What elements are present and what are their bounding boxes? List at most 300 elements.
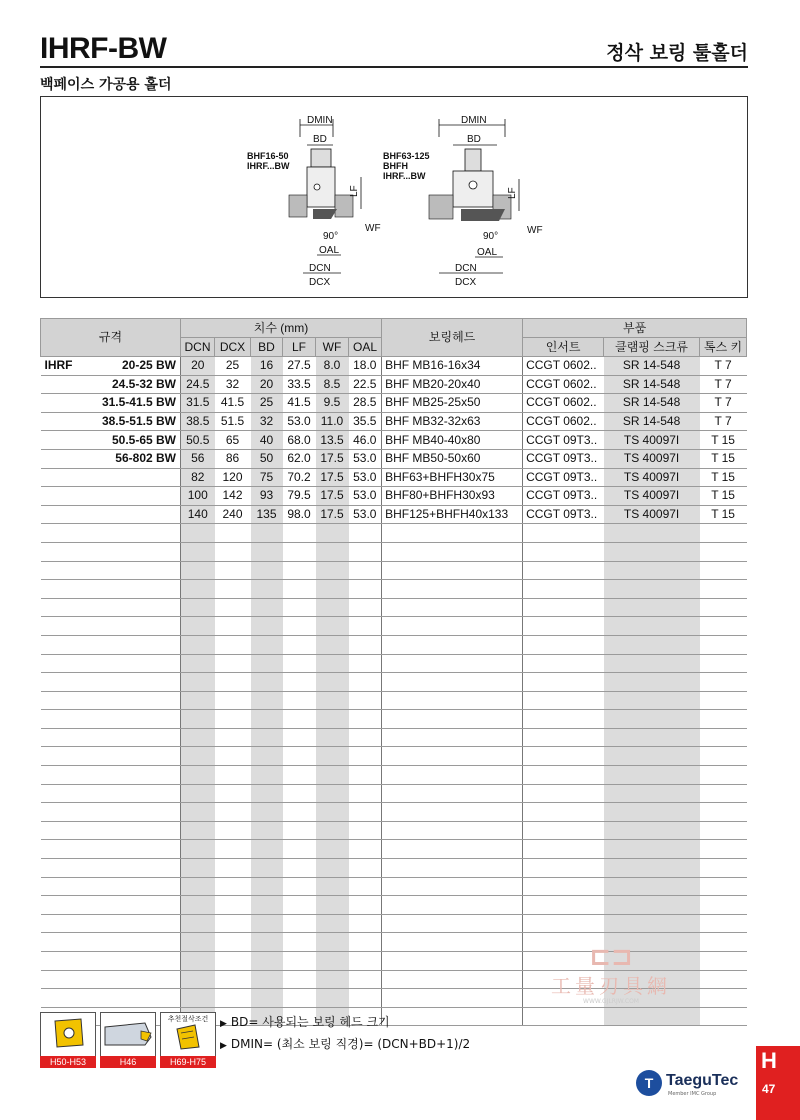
- cell-bd: 32: [251, 412, 283, 431]
- dim-lf-right: LF: [507, 187, 518, 199]
- empty-cell: [604, 728, 700, 747]
- empty-cell: [349, 877, 382, 896]
- cell-wf: 17.5: [316, 487, 349, 506]
- cell-dcn: 82: [181, 468, 215, 487]
- empty-cell: [251, 617, 283, 636]
- empty-cell: [349, 952, 382, 971]
- empty-cell: [604, 784, 700, 803]
- empty-cell: [382, 524, 523, 543]
- empty-cell: [349, 673, 382, 692]
- watermark-url: WWW.GJLRJW.COM: [583, 998, 639, 1005]
- empty-cell: [700, 952, 747, 971]
- empty-cell: [251, 952, 283, 971]
- empty-cell: [700, 1007, 747, 1026]
- empty-cell: [181, 989, 215, 1008]
- empty-cell: [604, 542, 700, 561]
- title-divider: [40, 66, 748, 68]
- dim-bd-right: BD: [467, 134, 481, 145]
- spec-table-body: [41, 357, 747, 1026]
- dim-dcx-right: DCX: [455, 277, 477, 288]
- empty-cell: [251, 914, 283, 933]
- cell-oal: 18.0: [349, 357, 382, 376]
- empty-cell: [316, 989, 349, 1008]
- empty-cell: [382, 933, 523, 952]
- empty-cell: [251, 840, 283, 859]
- empty-cell: [215, 896, 251, 915]
- empty-cell: [283, 896, 316, 915]
- empty-cell: [316, 766, 349, 785]
- cell-bd: 25: [251, 394, 283, 413]
- empty-cell: [604, 821, 700, 840]
- empty-cell: [523, 654, 604, 673]
- cell-wf: 17.5: [316, 468, 349, 487]
- empty-cell: [523, 859, 604, 878]
- page-tab: [756, 1046, 800, 1120]
- empty-cell: [604, 598, 700, 617]
- empty-row: [41, 598, 747, 617]
- empty-cell: [523, 542, 604, 561]
- cell-oal: 22.5: [349, 375, 382, 394]
- cell-head: BHF MB32-32x63: [382, 412, 523, 431]
- empty-cell: [349, 896, 382, 915]
- empty-cell: [181, 524, 215, 543]
- empty-cell: [604, 896, 700, 915]
- empty-cell: [349, 598, 382, 617]
- empty-cell: [215, 635, 251, 654]
- cell-screw: SR 14-548: [604, 412, 700, 431]
- empty-cell: [251, 673, 283, 692]
- empty-cell: [700, 524, 747, 543]
- cell-oal: 53.0: [349, 505, 382, 524]
- empty-cell: [700, 580, 747, 599]
- spec-cell: [41, 468, 181, 487]
- cell-dcx: 120: [215, 468, 251, 487]
- spec-value: 50.5-65 BW: [111, 432, 176, 447]
- dim-bd-left: BD: [313, 134, 327, 145]
- empty-cell: [382, 821, 523, 840]
- empty-cell: [604, 877, 700, 896]
- note-dmin: [220, 1034, 470, 1056]
- cell-insert: CCGT 09T3..: [523, 505, 604, 524]
- empty-cell: [283, 524, 316, 543]
- label-right-0: BHF63-125: [383, 151, 430, 161]
- empty-row: [41, 673, 747, 692]
- header-spec: 규격: [41, 319, 181, 357]
- empty-row: [41, 728, 747, 747]
- empty-cell: [215, 933, 251, 952]
- empty-cell: [181, 710, 215, 729]
- empty-cell: [382, 840, 523, 859]
- empty-cell: [700, 896, 747, 915]
- empty-cell: [181, 598, 215, 617]
- empty-cell: [349, 766, 382, 785]
- empty-cell: [523, 524, 604, 543]
- empty-cell: [251, 766, 283, 785]
- empty-cell: [316, 933, 349, 952]
- empty-cell: [523, 840, 604, 859]
- empty-row: [41, 840, 747, 859]
- empty-cell: [523, 728, 604, 747]
- empty-cell: [604, 1007, 700, 1026]
- empty-cell: [251, 524, 283, 543]
- cell-head: BHF MB50-50x60: [382, 449, 523, 468]
- spec-cell: [41, 412, 181, 431]
- empty-cell: [181, 635, 215, 654]
- cell-screw: TS 40097I: [604, 449, 700, 468]
- empty-cell: [251, 747, 283, 766]
- empty-cell: [181, 896, 215, 915]
- empty-cell: [181, 654, 215, 673]
- empty-cell: [316, 617, 349, 636]
- cell-head: BHF MB16-16x34: [382, 357, 523, 376]
- cell-bd: 50: [251, 449, 283, 468]
- empty-cell: [215, 654, 251, 673]
- empty-cell: [181, 970, 215, 989]
- empty-cell: [382, 710, 523, 729]
- empty-cell: [283, 561, 316, 580]
- empty-cell: [604, 617, 700, 636]
- empty-cell: [215, 617, 251, 636]
- empty-cell: [349, 933, 382, 952]
- empty-cell: [382, 766, 523, 785]
- cell-lf: 53.0: [283, 412, 316, 431]
- empty-cell: [349, 989, 382, 1008]
- cell-key: T 7: [700, 375, 747, 394]
- empty-cell: [523, 635, 604, 654]
- empty-cell: [215, 840, 251, 859]
- empty-cell: [215, 970, 251, 989]
- empty-cell: [316, 859, 349, 878]
- empty-cell: [181, 877, 215, 896]
- empty-cell: [251, 654, 283, 673]
- spec-cell: [41, 449, 181, 468]
- empty-cell: [283, 877, 316, 896]
- empty-cell: [523, 673, 604, 692]
- empty-cell: [215, 989, 251, 1008]
- cell-screw: TS 40097I: [604, 487, 700, 506]
- empty-cell: [181, 766, 215, 785]
- spec-cell: [41, 933, 181, 952]
- empty-cell: [251, 691, 283, 710]
- cell-wf: 8.0: [316, 357, 349, 376]
- empty-cell: [604, 580, 700, 599]
- spec-cell: [41, 766, 181, 785]
- empty-cell: [181, 580, 215, 599]
- holder-icon-caption: H46: [100, 1056, 156, 1068]
- empty-cell: [316, 710, 349, 729]
- header-parts: 부품: [523, 319, 747, 338]
- empty-cell: [316, 542, 349, 561]
- empty-cell: [700, 617, 747, 636]
- empty-cell: [349, 561, 382, 580]
- empty-cell: [283, 673, 316, 692]
- cell-bd: 135: [251, 505, 283, 524]
- empty-cell: [382, 747, 523, 766]
- empty-cell: [283, 598, 316, 617]
- spec-cell: [41, 952, 181, 971]
- empty-cell: [382, 673, 523, 692]
- empty-cell: [251, 859, 283, 878]
- spec-cell: [41, 896, 181, 915]
- empty-cell: [215, 766, 251, 785]
- cell-head: BHF MB25-25x50: [382, 394, 523, 413]
- header-oal: OAL: [349, 338, 382, 357]
- empty-cell: [604, 914, 700, 933]
- empty-cell: [215, 580, 251, 599]
- empty-cell: [604, 654, 700, 673]
- table-row: [41, 394, 747, 413]
- empty-cell: [604, 691, 700, 710]
- cell-oal: 53.0: [349, 468, 382, 487]
- cell-dcn: 140: [181, 505, 215, 524]
- cell-lf: 98.0: [283, 505, 316, 524]
- table-row: [41, 487, 747, 506]
- empty-row: [41, 803, 747, 822]
- empty-cell: [604, 859, 700, 878]
- cell-lf: 70.2: [283, 468, 316, 487]
- empty-cell: [283, 747, 316, 766]
- empty-cell: [283, 914, 316, 933]
- empty-cell: [181, 673, 215, 692]
- dim-angle-left: 90°: [323, 231, 339, 242]
- spec-cell: [41, 505, 181, 524]
- empty-cell: [283, 840, 316, 859]
- empty-cell: [316, 691, 349, 710]
- empty-cell: [283, 654, 316, 673]
- cell-dcn: 31.5: [181, 394, 215, 413]
- empty-cell: [700, 542, 747, 561]
- cell-insert: CCGT 0602..: [523, 394, 604, 413]
- spec-cell: [41, 580, 181, 599]
- empty-cell: [316, 803, 349, 822]
- empty-cell: [604, 766, 700, 785]
- spec-cell: [41, 357, 181, 376]
- page-title-korean: 정삭 보링 툴홀더: [606, 42, 748, 64]
- spec-cell: [41, 914, 181, 933]
- brand-emblem-icon: T: [636, 1070, 662, 1096]
- cell-key: T 15: [700, 468, 747, 487]
- empty-cell: [700, 877, 747, 896]
- empty-cell: [523, 598, 604, 617]
- empty-cell: [700, 561, 747, 580]
- empty-cell: [316, 896, 349, 915]
- empty-cell: [316, 970, 349, 989]
- spec-value: 31.5-41.5 BW: [101, 395, 176, 410]
- cell-insert: CCGT 09T3..: [523, 468, 604, 487]
- empty-cell: [251, 784, 283, 803]
- empty-cell: [700, 747, 747, 766]
- page-title: IHRF-BW: [40, 32, 167, 65]
- empty-cell: [700, 821, 747, 840]
- cell-insert: CCGT 09T3..: [523, 449, 604, 468]
- spec-cell: [41, 598, 181, 617]
- empty-cell: [215, 914, 251, 933]
- empty-row: [41, 617, 747, 636]
- note-bd-text: BD= 사용되는 보링 헤드 크기: [230, 1015, 390, 1029]
- insert-icon[interactable]: [40, 1012, 96, 1068]
- empty-cell: [215, 877, 251, 896]
- dim-wf-left: WF: [365, 223, 381, 234]
- spec-cell: [41, 487, 181, 506]
- cell-insert: CCGT 0602..: [523, 412, 604, 431]
- spec-cell: [41, 710, 181, 729]
- cell-dcn: 24.5: [181, 375, 215, 394]
- empty-cell: [251, 635, 283, 654]
- empty-cell: [316, 654, 349, 673]
- label-right-1: BHFH: [383, 161, 408, 171]
- empty-cell: [700, 673, 747, 692]
- header-screw: 클램핑 스크류: [604, 338, 700, 357]
- table-row: [41, 375, 747, 394]
- header-dims: 치수 (mm): [181, 319, 382, 338]
- empty-cell: [604, 803, 700, 822]
- empty-cell: [349, 710, 382, 729]
- empty-cell: [700, 859, 747, 878]
- dim-oal-left: OAL: [319, 245, 340, 256]
- empty-cell: [382, 952, 523, 971]
- empty-cell: [700, 598, 747, 617]
- cell-lf: 68.0: [283, 431, 316, 450]
- empty-cell: [604, 635, 700, 654]
- empty-row: [41, 542, 747, 561]
- empty-cell: [316, 728, 349, 747]
- spec-cell: [41, 673, 181, 692]
- cell-insert: CCGT 0602..: [523, 357, 604, 376]
- empty-row: [41, 635, 747, 654]
- empty-cell: [349, 859, 382, 878]
- cutting-condition-icon-caption: H69-H75: [160, 1056, 216, 1068]
- label-left-0: BHF16-50: [247, 151, 289, 161]
- cell-oal: 46.0: [349, 431, 382, 450]
- empty-cell: [215, 561, 251, 580]
- cell-head: BHF63+BHFH30x75: [382, 468, 523, 487]
- empty-cell: [316, 524, 349, 543]
- watermark-logo-icon: ⊏⊐: [589, 942, 633, 972]
- empty-cell: [700, 840, 747, 859]
- label-right-2: IHRF...BW: [383, 171, 426, 181]
- spec-table: [40, 318, 747, 1026]
- cell-dcx: 86: [215, 449, 251, 468]
- cell-oal: 35.5: [349, 412, 382, 431]
- watermark: [536, 940, 686, 1010]
- empty-cell: [382, 561, 523, 580]
- empty-cell: [349, 691, 382, 710]
- cell-lf: 33.5: [283, 375, 316, 394]
- spec-cell: [41, 970, 181, 989]
- cell-oal: 28.5: [349, 394, 382, 413]
- empty-cell: [523, 803, 604, 822]
- cell-dcx: 51.5: [215, 412, 251, 431]
- empty-cell: [215, 710, 251, 729]
- cell-bd: 40: [251, 431, 283, 450]
- diagram-left: [247, 115, 381, 288]
- dim-dcn-right: DCN: [455, 263, 477, 274]
- empty-cell: [251, 710, 283, 729]
- cell-lf: 62.0: [283, 449, 316, 468]
- header-insert: 인서트: [523, 338, 604, 357]
- empty-cell: [251, 933, 283, 952]
- cell-key: T 7: [700, 357, 747, 376]
- brand-name: TaeguTec: [666, 1072, 739, 1089]
- empty-cell: [181, 803, 215, 822]
- empty-cell: [181, 933, 215, 952]
- cell-dcx: 65: [215, 431, 251, 450]
- empty-cell: [604, 673, 700, 692]
- spec-value: 56-802 BW: [115, 451, 176, 466]
- empty-cell: [700, 766, 747, 785]
- empty-row: [41, 580, 747, 599]
- empty-cell: [349, 970, 382, 989]
- empty-cell: [215, 747, 251, 766]
- spec-cell: [41, 654, 181, 673]
- spec-cell: [41, 840, 181, 859]
- empty-cell: [283, 821, 316, 840]
- empty-cell: [181, 728, 215, 747]
- empty-cell: [382, 784, 523, 803]
- empty-cell: [604, 524, 700, 543]
- empty-cell: [283, 803, 316, 822]
- empty-cell: [283, 784, 316, 803]
- technical-diagram: [40, 96, 748, 298]
- empty-cell: [316, 840, 349, 859]
- table-row: [41, 449, 747, 468]
- empty-cell: [523, 1007, 604, 1026]
- empty-row: [41, 691, 747, 710]
- cell-insert: CCGT 09T3..: [523, 431, 604, 450]
- empty-cell: [251, 728, 283, 747]
- empty-cell: [251, 561, 283, 580]
- empty-cell: [316, 784, 349, 803]
- empty-cell: [251, 877, 283, 896]
- empty-cell: [251, 989, 283, 1008]
- empty-cell: [382, 877, 523, 896]
- empty-cell: [215, 524, 251, 543]
- empty-row: [41, 561, 747, 580]
- spec-cell: [41, 691, 181, 710]
- empty-cell: [181, 914, 215, 933]
- holder-icon[interactable]: [100, 1012, 156, 1068]
- empty-cell: [215, 803, 251, 822]
- empty-cell: [523, 747, 604, 766]
- empty-cell: [215, 691, 251, 710]
- empty-cell: [382, 896, 523, 915]
- page-section-letter: H: [761, 1048, 777, 1073]
- cell-screw: SR 14-548: [604, 357, 700, 376]
- empty-cell: [215, 728, 251, 747]
- empty-row: [41, 747, 747, 766]
- empty-row: [41, 914, 747, 933]
- empty-cell: [251, 803, 283, 822]
- spec-cell: [41, 375, 181, 394]
- cell-lf: 79.5: [283, 487, 316, 506]
- spec-cell: [41, 747, 181, 766]
- triangle-bullet-icon: ▶: [220, 1019, 227, 1029]
- empty-cell: [523, 784, 604, 803]
- empty-cell: [215, 542, 251, 561]
- empty-cell: [382, 803, 523, 822]
- cutting-condition-icon[interactable]: [160, 1012, 216, 1068]
- empty-cell: [316, 673, 349, 692]
- cell-wf: 17.5: [316, 505, 349, 524]
- dim-dcx-left: DCX: [309, 277, 331, 288]
- label-left-1: IHRF...BW: [247, 161, 290, 171]
- empty-cell: [181, 542, 215, 561]
- dim-wf-right: WF: [527, 225, 543, 236]
- diagram-right: [383, 115, 543, 288]
- empty-cell: [349, 821, 382, 840]
- empty-cell: [382, 635, 523, 654]
- empty-cell: [349, 617, 382, 636]
